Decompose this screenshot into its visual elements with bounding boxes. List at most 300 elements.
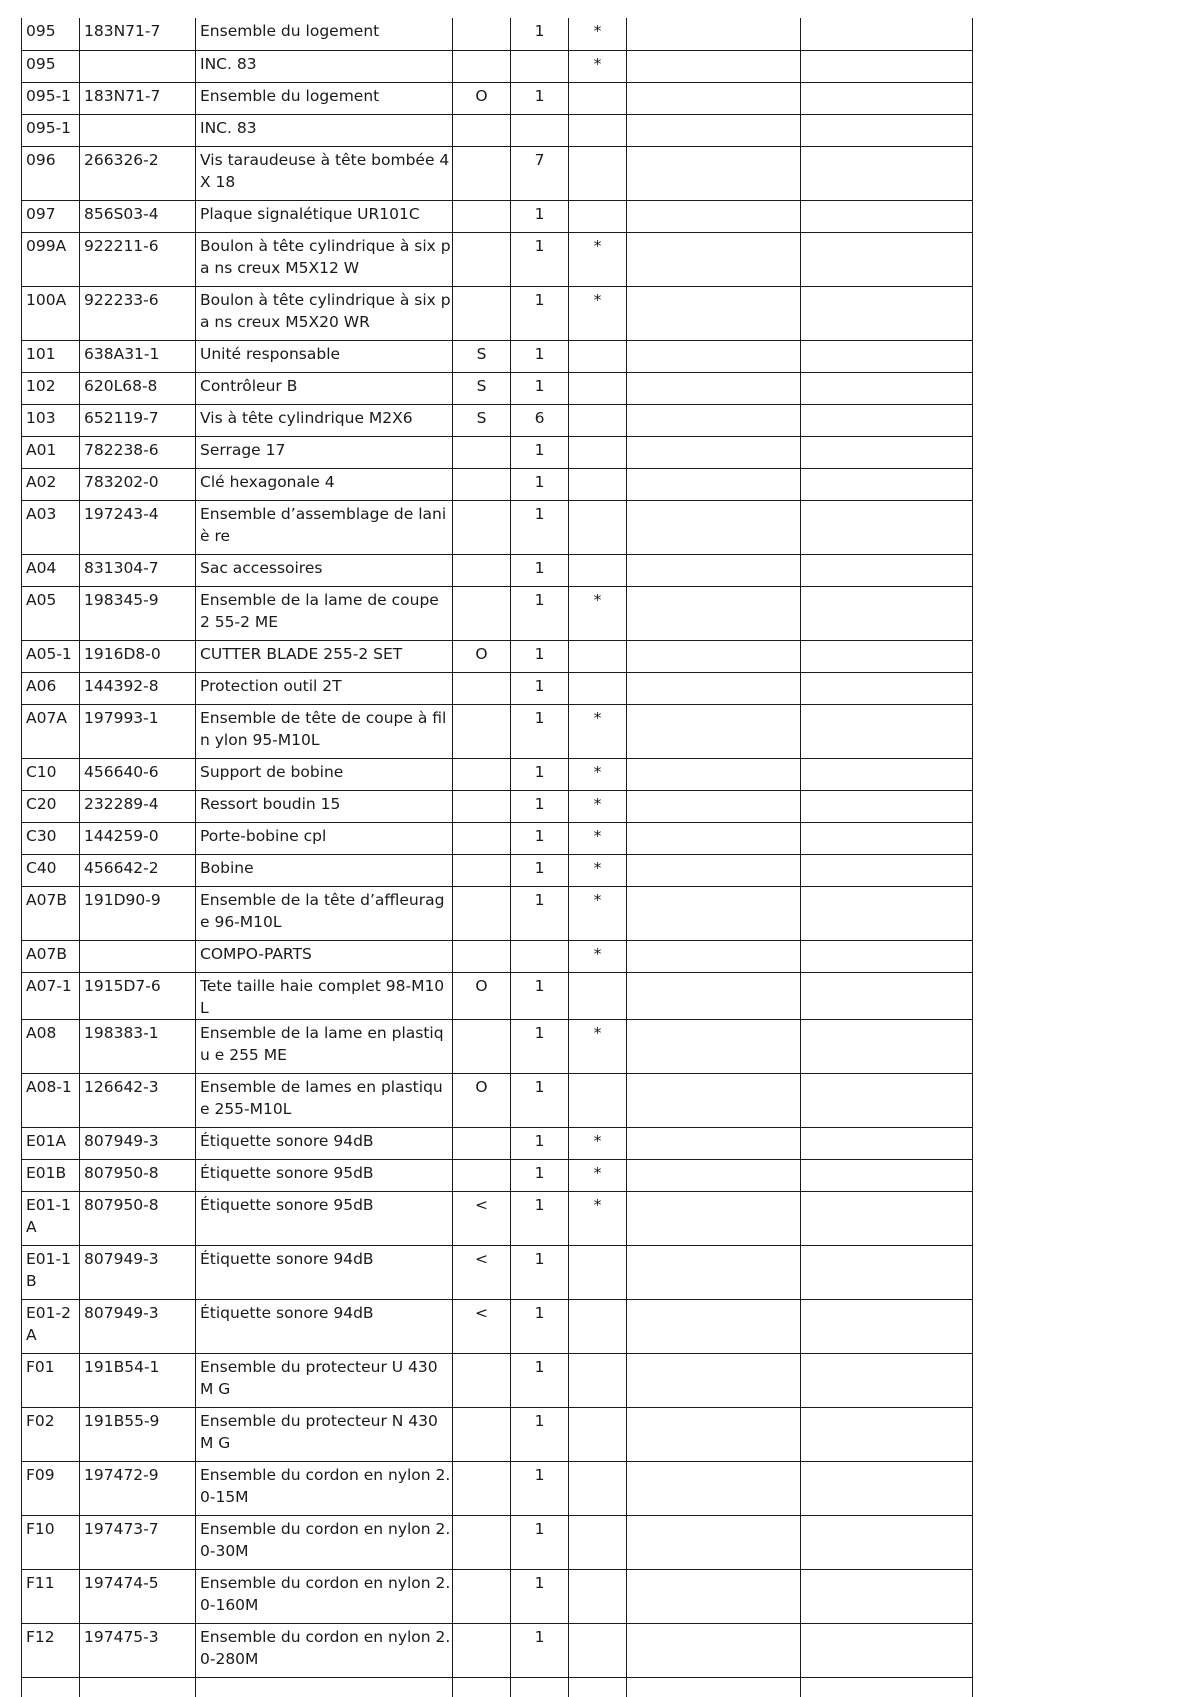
empty-cell-2 — [801, 1461, 973, 1515]
empty-cell-2 — [801, 1073, 973, 1127]
item-number-cell: A02 — [22, 468, 80, 500]
description-cell: Contrôleur B — [196, 372, 453, 404]
part-number-cell: 144259-0 — [80, 822, 196, 854]
item-number-cell: F09 — [22, 1461, 80, 1515]
description-cell: Ressort boudin 15 — [196, 790, 453, 822]
table-row — [22, 372, 973, 404]
item-number-cell: E01-1 A — [22, 1191, 80, 1245]
description-cell: CUTTER BLADE 255-2 SET — [196, 640, 453, 672]
table-row — [22, 1623, 973, 1677]
quantity-cell: 1 — [511, 1569, 569, 1623]
classification-cell — [453, 554, 511, 586]
part-number-cell — [80, 940, 196, 972]
empty-cell-2 — [801, 822, 973, 854]
part-number-cell — [80, 50, 196, 82]
empty-cell-1 — [627, 972, 801, 1019]
quantity-cell: 1 — [511, 500, 569, 554]
description-cell: Ensemble du logement — [196, 82, 453, 114]
table-row — [22, 18, 973, 50]
marker-cell — [569, 500, 627, 554]
part-number-cell: 620L68-8 — [80, 372, 196, 404]
empty-cell-2 — [801, 1019, 973, 1073]
table-row — [22, 1159, 973, 1191]
table-row — [22, 436, 973, 468]
empty-cell-2 — [801, 1127, 973, 1159]
empty-cell-2 — [801, 468, 973, 500]
empty-cell-2 — [801, 554, 973, 586]
table-row — [22, 1019, 973, 1073]
empty-cell-1 — [627, 758, 801, 790]
item-number-cell: A08-1 — [22, 1073, 80, 1127]
part-number-cell: 456640-6 — [80, 758, 196, 790]
classification-cell — [453, 1515, 511, 1569]
item-number-cell: A03 — [22, 500, 80, 554]
marker-cell — [569, 436, 627, 468]
empty-cell-2 — [801, 18, 973, 50]
item-number-cell: F02 — [22, 1407, 80, 1461]
empty-cell-1 — [627, 1299, 801, 1353]
marker-cell: * — [569, 854, 627, 886]
classification-cell: S — [453, 404, 511, 436]
empty-cell-1 — [627, 286, 801, 340]
item-number-cell: C30 — [22, 822, 80, 854]
classification-cell — [453, 790, 511, 822]
empty-cell-2 — [801, 1353, 973, 1407]
classification-cell — [453, 1127, 511, 1159]
table-row — [22, 1353, 973, 1407]
empty-cell-1 — [627, 586, 801, 640]
item-number-cell: C40 — [22, 854, 80, 886]
description-cell: Boulon à tête cylindrique à six pa ns creux M5X12 W — [196, 232, 453, 286]
part-number-cell: 652119-7 — [80, 404, 196, 436]
marker-cell: * — [569, 586, 627, 640]
marker-cell — [569, 200, 627, 232]
classification-cell: < — [453, 1245, 511, 1299]
marker-cell: * — [569, 232, 627, 286]
empty-cell-2 — [801, 340, 973, 372]
classification-cell — [453, 146, 511, 200]
empty-cell-1 — [627, 468, 801, 500]
item-number-cell: C20 — [22, 790, 80, 822]
marker-cell — [569, 82, 627, 114]
empty-cell-2 — [801, 404, 973, 436]
description-cell: Sac accessoires — [196, 554, 453, 586]
empty-cell-1 — [627, 404, 801, 436]
classification-cell — [453, 1353, 511, 1407]
empty-cell-2 — [801, 586, 973, 640]
marker-cell: * — [569, 50, 627, 82]
quantity-cell: 7 — [511, 146, 569, 200]
classification-cell — [453, 1019, 511, 1073]
quantity-cell: 1 — [511, 972, 569, 1019]
table-row — [22, 200, 973, 232]
quantity-cell: 1 — [511, 372, 569, 404]
description-cell: Support de bobine — [196, 758, 453, 790]
table-row — [22, 1407, 973, 1461]
item-number-cell: A05-1 — [22, 640, 80, 672]
marker-cell — [569, 404, 627, 436]
marker-cell — [569, 1073, 627, 1127]
table-row — [22, 554, 973, 586]
parts-list-body — [22, 18, 973, 1697]
table-row — [22, 146, 973, 200]
empty-cell-1 — [627, 200, 801, 232]
quantity-cell: 1 — [511, 1353, 569, 1407]
part-number-cell: 1915D7-6 — [80, 972, 196, 1019]
item-number-cell: 100A — [22, 286, 80, 340]
table-row — [22, 1515, 973, 1569]
quantity-cell — [511, 50, 569, 82]
item-number-cell: 103 — [22, 404, 80, 436]
classification-cell: < — [453, 1299, 511, 1353]
table-row — [22, 1569, 973, 1623]
description-cell: Ensemble du logement — [196, 18, 453, 50]
marker-cell — [569, 1245, 627, 1299]
quantity-cell: 1 — [511, 1159, 569, 1191]
empty-cell-2 — [801, 704, 973, 758]
marker-cell — [569, 146, 627, 200]
description-cell: Vis à tête cylindrique M2X6 — [196, 404, 453, 436]
description-cell: INC. 83 — [196, 50, 453, 82]
empty-cell-1 — [627, 146, 801, 200]
empty-cell-2 — [801, 1407, 973, 1461]
description-cell: Ensemble du cordon en nylon 2. 0-280M — [196, 1623, 453, 1677]
marker-cell: * — [569, 822, 627, 854]
empty-cell-2 — [801, 940, 973, 972]
empty-cell-2 — [801, 436, 973, 468]
description-cell: Étiquette sonore 94dB — [196, 1127, 453, 1159]
description-cell: Ensemble du cordon en nylon 2. 0-15M — [196, 1461, 453, 1515]
description-cell: Serrage 17 — [196, 436, 453, 468]
empty-cell-1 — [627, 436, 801, 468]
part-number-cell: 197993-1 — [80, 704, 196, 758]
item-number-cell: F01 — [22, 1353, 80, 1407]
item-number-cell: F10 — [22, 1515, 80, 1569]
quantity-cell: 1 — [511, 1073, 569, 1127]
classification-cell — [453, 672, 511, 704]
empty-cell-2 — [801, 854, 973, 886]
empty-cell-2 — [801, 672, 973, 704]
quantity-cell — [511, 114, 569, 146]
empty-cell-2 — [801, 200, 973, 232]
description-cell: Ensemble du protecteur N 430 M G — [196, 1407, 453, 1461]
item-number-cell: A07B — [22, 940, 80, 972]
part-number-cell: 807949-3 — [80, 1127, 196, 1159]
marker-cell: * — [569, 790, 627, 822]
empty-cell-2 — [801, 640, 973, 672]
description-cell: Porte-bobine cpl — [196, 822, 453, 854]
quantity-cell: 1 — [511, 232, 569, 286]
empty-cell-1 — [627, 50, 801, 82]
item-number-cell: A01 — [22, 436, 80, 468]
part-number-cell: 198383-1 — [80, 1019, 196, 1073]
table-row — [22, 1461, 973, 1515]
quantity-cell: 1 — [511, 886, 569, 940]
quantity-cell: 1 — [511, 822, 569, 854]
marker-cell: * — [569, 286, 627, 340]
empty-cell-2 — [801, 82, 973, 114]
description-cell: Ensemble de la tête d’affleurage 96-M10L — [196, 886, 453, 940]
item-number-cell: A07B — [22, 886, 80, 940]
table-row — [22, 822, 973, 854]
classification-cell: S — [453, 372, 511, 404]
part-number-cell: 232289-4 — [80, 790, 196, 822]
classification-cell: O — [453, 972, 511, 1019]
quantity-cell: 1 — [511, 468, 569, 500]
empty-cell-2 — [801, 1245, 973, 1299]
part-number-cell: 783202-0 — [80, 468, 196, 500]
empty-cell-1 — [627, 82, 801, 114]
description-cell: Protection outil 2T — [196, 672, 453, 704]
item-number-cell: F11 — [22, 1569, 80, 1623]
empty-cell-1 — [627, 1407, 801, 1461]
part-number-cell: 922233-6 — [80, 286, 196, 340]
empty-cell-1 — [627, 1623, 801, 1677]
description-cell: Clé hexagonale 4 — [196, 468, 453, 500]
classification-cell — [453, 854, 511, 886]
table-row — [22, 758, 973, 790]
empty-cell-2 — [801, 1515, 973, 1569]
table-row — [22, 886, 973, 940]
item-number-cell: 099A — [22, 232, 80, 286]
marker-cell: * — [569, 886, 627, 940]
description-cell: Ensemble du cordon en nylon 2. 0-30M — [196, 1515, 453, 1569]
part-number-cell: 197243-4 — [80, 500, 196, 554]
marker-cell — [569, 1461, 627, 1515]
empty-cell-2 — [801, 372, 973, 404]
empty-cell-2 — [801, 146, 973, 200]
table-row — [22, 972, 973, 1019]
part-number-cell: 266326-2 — [80, 146, 196, 200]
quantity-cell: 1 — [511, 1515, 569, 1569]
item-number-cell: A08 — [22, 1019, 80, 1073]
marker-cell: * — [569, 704, 627, 758]
empty-cell-2 — [801, 114, 973, 146]
marker-cell — [569, 1515, 627, 1569]
empty-cell-1 — [627, 1127, 801, 1159]
part-number-cell: 197474-5 — [80, 1569, 196, 1623]
description-cell: Étiquette sonore 95dB — [196, 1191, 453, 1245]
description-cell: Ensemble du protecteur U 430 M G — [196, 1353, 453, 1407]
table-continuation-row — [22, 1677, 973, 1697]
classification-cell — [453, 114, 511, 146]
part-number-cell: 197472-9 — [80, 1461, 196, 1515]
empty-cell-1 — [627, 500, 801, 554]
part-number-cell: 807950-8 — [80, 1191, 196, 1245]
empty-cell-1 — [627, 1245, 801, 1299]
description-cell: Boulon à tête cylindrique à six pa ns creux M5X20 WR — [196, 286, 453, 340]
empty-cell-2 — [801, 1569, 973, 1623]
marker-cell — [569, 554, 627, 586]
empty-cell-2 — [801, 1299, 973, 1353]
table-row — [22, 286, 973, 340]
item-number-cell: A07A — [22, 704, 80, 758]
empty-cell-1 — [627, 886, 801, 940]
quantity-cell: 1 — [511, 704, 569, 758]
description-cell: Vis taraudeuse à tête bombée 4X 18 — [196, 146, 453, 200]
classification-cell — [453, 1569, 511, 1623]
description-cell: Ensemble du cordon en nylon 2. 0-160M — [196, 1569, 453, 1623]
classification-cell — [453, 586, 511, 640]
part-number-cell: 198345-9 — [80, 586, 196, 640]
marker-cell: * — [569, 18, 627, 50]
marker-cell: * — [569, 1159, 627, 1191]
table-row — [22, 940, 973, 972]
classification-cell — [453, 1159, 511, 1191]
table-row — [22, 404, 973, 436]
empty-cell-2 — [801, 972, 973, 1019]
empty-cell-2 — [801, 758, 973, 790]
marker-cell — [569, 1407, 627, 1461]
description-cell: Étiquette sonore 94dB — [196, 1245, 453, 1299]
item-number-cell: E01-1 B — [22, 1245, 80, 1299]
table-row — [22, 1245, 973, 1299]
description-cell: Ensemble de la lame en plastiqu e 255 ME — [196, 1019, 453, 1073]
part-number-cell: 807950-8 — [80, 1159, 196, 1191]
empty-cell-1 — [627, 822, 801, 854]
empty-cell-1 — [627, 704, 801, 758]
part-number-cell: 144392-8 — [80, 672, 196, 704]
description-cell: Plaque signalétique UR101C — [196, 200, 453, 232]
marker-cell — [569, 1623, 627, 1677]
classification-cell — [453, 940, 511, 972]
empty-cell-1 — [627, 1461, 801, 1515]
quantity-cell: 1 — [511, 554, 569, 586]
table-row — [22, 854, 973, 886]
description-cell: Tete taille haie complet 98-M10L — [196, 972, 453, 1019]
quantity-cell: 1 — [511, 1191, 569, 1245]
classification-cell — [453, 1623, 511, 1677]
quantity-cell: 1 — [511, 1407, 569, 1461]
empty-cell-1 — [627, 1073, 801, 1127]
part-number-cell: 191B55-9 — [80, 1407, 196, 1461]
table-row — [22, 232, 973, 286]
item-number-cell: C10 — [22, 758, 80, 790]
empty-cell-1 — [627, 18, 801, 50]
part-number-cell: 782238-6 — [80, 436, 196, 468]
item-number-cell: A07-1 — [22, 972, 80, 1019]
part-number-cell: 807949-3 — [80, 1299, 196, 1353]
classification-cell — [453, 200, 511, 232]
marker-cell — [569, 340, 627, 372]
item-number-cell: 102 — [22, 372, 80, 404]
table-row — [22, 1073, 973, 1127]
item-number-cell: E01A — [22, 1127, 80, 1159]
quantity-cell: 1 — [511, 340, 569, 372]
classification-cell: O — [453, 640, 511, 672]
quantity-cell — [511, 940, 569, 972]
quantity-cell: 1 — [511, 640, 569, 672]
item-number-cell: F12 — [22, 1623, 80, 1677]
quantity-cell: 1 — [511, 18, 569, 50]
classification-cell — [453, 436, 511, 468]
item-number-cell: 095 — [22, 18, 80, 50]
classification-cell: S — [453, 340, 511, 372]
marker-cell: * — [569, 940, 627, 972]
empty-cell-1 — [627, 340, 801, 372]
part-number-cell: 638A31-1 — [80, 340, 196, 372]
table-row — [22, 82, 973, 114]
classification-cell — [453, 18, 511, 50]
table-row — [22, 50, 973, 82]
empty-cell-2 — [801, 1191, 973, 1245]
marker-cell — [569, 672, 627, 704]
marker-cell — [569, 640, 627, 672]
part-number-cell: 191D90-9 — [80, 886, 196, 940]
marker-cell: * — [569, 1191, 627, 1245]
marker-cell: * — [569, 758, 627, 790]
table-row — [22, 640, 973, 672]
item-number-cell: 096 — [22, 146, 80, 200]
empty-cell-2 — [801, 50, 973, 82]
quantity-cell: 1 — [511, 436, 569, 468]
part-number-cell: 197475-3 — [80, 1623, 196, 1677]
description-cell: Unité responsable — [196, 340, 453, 372]
empty-cell-1 — [627, 1569, 801, 1623]
item-number-cell: E01-2 A — [22, 1299, 80, 1353]
classification-cell: O — [453, 82, 511, 114]
part-number-cell — [80, 114, 196, 146]
item-number-cell: A04 — [22, 554, 80, 586]
quantity-cell: 1 — [511, 1127, 569, 1159]
classification-cell — [453, 704, 511, 758]
classification-cell — [453, 1461, 511, 1515]
classification-cell — [453, 1407, 511, 1461]
table-row — [22, 1299, 973, 1353]
empty-cell-1 — [627, 854, 801, 886]
empty-cell-2 — [801, 286, 973, 340]
empty-cell-2 — [801, 1159, 973, 1191]
part-number-cell: 126642-3 — [80, 1073, 196, 1127]
classification-cell: < — [453, 1191, 511, 1245]
empty-cell-1 — [627, 1191, 801, 1245]
part-number-cell: 183N71-7 — [80, 18, 196, 50]
empty-cell-2 — [801, 886, 973, 940]
table-row — [22, 704, 973, 758]
empty-cell-1 — [627, 640, 801, 672]
table-row — [22, 1127, 973, 1159]
empty-cell-1 — [627, 114, 801, 146]
empty-cell-1 — [627, 372, 801, 404]
part-number-cell: 183N71-7 — [80, 82, 196, 114]
empty-cell-2 — [801, 500, 973, 554]
quantity-cell: 1 — [511, 82, 569, 114]
classification-cell — [453, 758, 511, 790]
item-number-cell: 101 — [22, 340, 80, 372]
empty-cell-2 — [801, 232, 973, 286]
description-cell: COMPO-PARTS — [196, 940, 453, 972]
description-cell: Étiquette sonore 95dB — [196, 1159, 453, 1191]
table-row — [22, 500, 973, 554]
part-number-cell: 197473-7 — [80, 1515, 196, 1569]
marker-cell — [569, 1299, 627, 1353]
quantity-cell: 1 — [511, 854, 569, 886]
classification-cell — [453, 50, 511, 82]
marker-cell — [569, 468, 627, 500]
description-cell: Ensemble d’assemblage de laniè re — [196, 500, 453, 554]
description-cell: Ensemble de lames en plastique 255-M10L — [196, 1073, 453, 1127]
quantity-cell: 1 — [511, 200, 569, 232]
classification-cell — [453, 232, 511, 286]
item-number-cell: A05 — [22, 586, 80, 640]
quantity-cell: 1 — [511, 790, 569, 822]
empty-cell-1 — [627, 1353, 801, 1407]
empty-cell-1 — [627, 1019, 801, 1073]
description-cell: Étiquette sonore 94dB — [196, 1299, 453, 1353]
marker-cell: * — [569, 1019, 627, 1073]
table-row — [22, 790, 973, 822]
parts-list-table — [21, 18, 973, 1697]
